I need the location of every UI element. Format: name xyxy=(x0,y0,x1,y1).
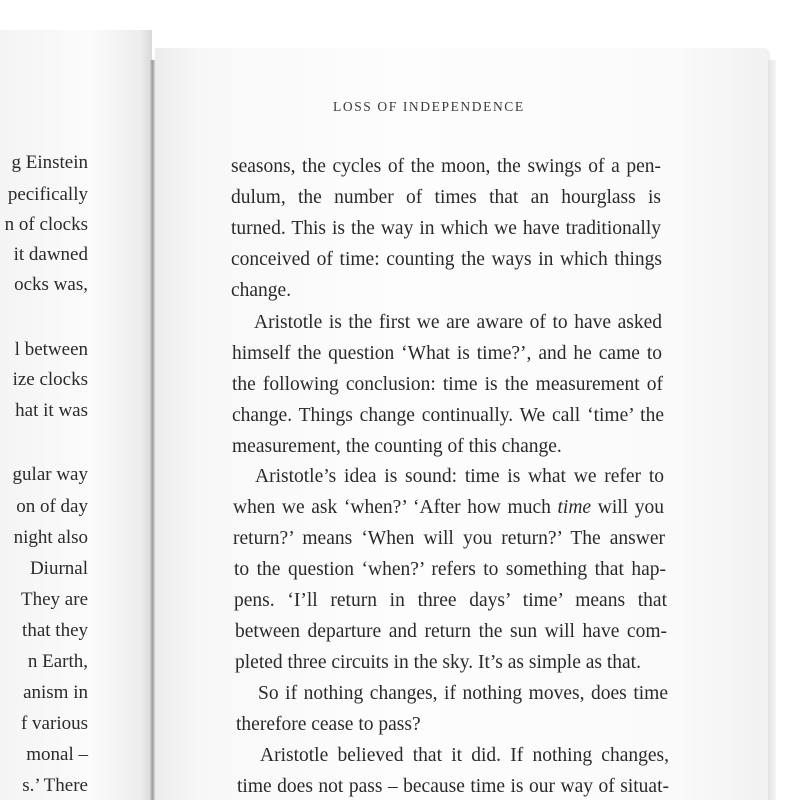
text-line: turned. This is the way in which we have traditionally xyxy=(231,218,661,239)
text-line xyxy=(233,497,664,519)
left-text-line: monal – xyxy=(26,744,88,765)
text-segment: when we ask ‘when?’ ‘After how much xyxy=(233,497,551,518)
text-line: between departure and return the sun will have com- xyxy=(235,621,667,642)
text-line: measurement, the counting of this change. xyxy=(232,436,562,457)
text-line: seasons, the cycles of the moon, the swings of a pen- xyxy=(231,156,661,177)
text-line: himself the question ‘What is time?’, and he came to xyxy=(232,343,662,364)
text-line: Aristotle is the first we are aware of to have asked xyxy=(254,312,662,333)
left-text-line: s.’ There xyxy=(22,775,88,796)
left-text-line: f various xyxy=(20,713,88,734)
left-text-line: pecifically xyxy=(7,184,88,205)
left-text-line: it dawned xyxy=(13,244,88,265)
left-text-line: that they xyxy=(22,620,88,641)
left-text-line: anism in xyxy=(23,682,88,703)
text-line: conceived of time: counting the ways in which things xyxy=(231,249,662,270)
text-line: Aristotle’s idea is sound: time is what we refer to xyxy=(255,466,664,487)
left-text-line: n of clocks xyxy=(4,214,88,235)
italic-word: time xyxy=(557,497,592,518)
left-text-line: g Einstein xyxy=(11,152,88,173)
text-line: So if nothing changes, if nothing moves, does time xyxy=(258,683,668,704)
text-line: pleted three circuits in the sky. It’s as simple as that. xyxy=(235,652,641,673)
text-line: change. xyxy=(231,280,292,301)
left-text-line: hat it was xyxy=(15,400,88,421)
left-page xyxy=(0,30,152,800)
running-head: LOSS OF INDEPENDENCE xyxy=(333,99,525,114)
left-text-line: n Earth, xyxy=(27,651,88,672)
text-line: therefore cease to pass? xyxy=(236,714,421,735)
text-line: to the question ‘when?’ refers to something that hap- xyxy=(234,559,666,580)
page-edge xyxy=(768,60,776,800)
text-line: time does not pass – because time is our way of situat- xyxy=(237,776,669,797)
text-line: dulum, the number of times that an hourglass is xyxy=(231,187,661,208)
left-text-line: gular way xyxy=(12,464,88,485)
text-line: change. Things change continually. We call ‘time’ the xyxy=(232,405,664,426)
left-text-line: on of day xyxy=(16,496,88,517)
text-line: the following conclusion: time is the measurement of xyxy=(232,374,663,395)
text-line: pens. ‘I’ll return in three days’ time’ means that xyxy=(234,590,667,611)
left-text-line: l between xyxy=(14,339,88,360)
left-text-line: ocks was, xyxy=(14,274,88,295)
left-text-line: ize clocks xyxy=(12,369,88,390)
left-text-line: night also xyxy=(13,527,88,548)
text-segment: will you xyxy=(597,497,664,518)
text-line: Aristotle believed that it did. If nothing changes, xyxy=(260,745,669,766)
left-text-line: They are xyxy=(21,589,88,610)
left-text-line: Diurnal xyxy=(29,558,88,579)
text-line: return?’ means ‘When will you return?’ The answer xyxy=(233,528,665,549)
